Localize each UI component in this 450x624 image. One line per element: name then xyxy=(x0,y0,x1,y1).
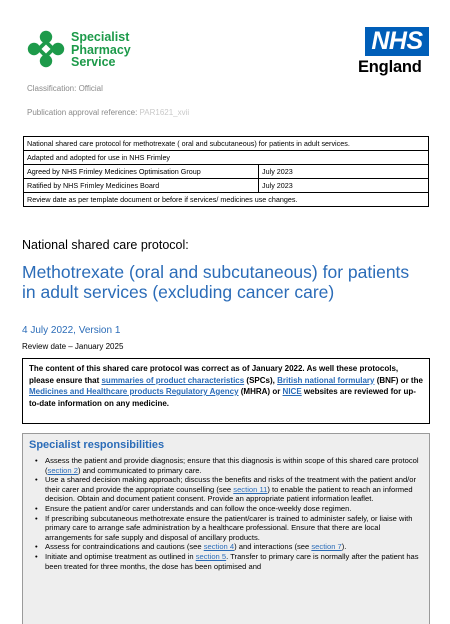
page-title: Methotrexate (oral and subcutaneous) for patients in adult services (excluding cancer care) xyxy=(22,262,410,302)
list-item xyxy=(45,552,423,571)
sps-logo-text xyxy=(71,31,131,69)
section-5-link[interactable]: section 5 xyxy=(195,551,227,561)
list-item xyxy=(45,504,423,514)
table-row xyxy=(24,165,429,179)
item-text: Ensure the patient and/or carer understands and can follow the once-weekly dose regimen. xyxy=(45,503,352,513)
section-7-link[interactable]: section 7 xyxy=(311,542,342,552)
adoption-info-table xyxy=(23,136,429,207)
list-item xyxy=(45,514,423,543)
table-cell: Review date as per template document or before if services/ medicines use changes. xyxy=(24,193,429,207)
sps-logo-icon xyxy=(27,30,65,68)
item-text: . Transfer to primary care is normally after the patient has been treated for three months, the dose has been optimised and xyxy=(45,551,419,571)
table-cell: Ratified by NHS Frimley Medicines Board xyxy=(24,179,259,193)
section-2-link[interactable]: section 2 xyxy=(47,465,78,475)
table-row xyxy=(24,179,429,193)
item-text: Use a shared decision making approach; discuss the benefits and risks of the treatment with the patient and/or their carer and provide the appropriate counselling (see xyxy=(45,475,417,494)
document-type: National shared care protocol: xyxy=(22,238,189,252)
approval-ref: PAR1621_xvii xyxy=(139,108,190,117)
bnf-link[interactable]: British national formulary xyxy=(277,375,375,385)
content-notice-box xyxy=(22,358,430,424)
table-cell: Adapted and adopted for use in NHS Frimley xyxy=(24,151,429,165)
item-text: Assess the patient and provide diagnosis; ensure that this diagnosis is within scope of this shared care protocol ( xyxy=(45,456,419,475)
sps-line-1: Specialist xyxy=(71,30,130,44)
date-version: 4 July 2022, Version 1 xyxy=(22,325,121,336)
item-text: Initiate and optimise treatment as outlined in xyxy=(45,551,196,561)
list-item xyxy=(45,456,423,475)
nice-link[interactable]: NICE xyxy=(282,387,302,396)
table-cell: July 2023 xyxy=(259,179,429,193)
sps-line-2: Pharmacy xyxy=(71,42,131,57)
item-text: ). xyxy=(341,542,347,552)
specialist-responsibilities-section xyxy=(22,433,430,624)
table-cell: July 2023 xyxy=(259,165,429,179)
item-text: ) and interactions (see xyxy=(234,542,312,552)
spc-link[interactable]: summaries of product characteristics xyxy=(101,375,245,385)
notice-text: The content of this shared care protocol was correct as of January 2022. As well these protocols, please ensure that xyxy=(29,364,399,385)
table-row xyxy=(24,137,429,151)
mhra-link[interactable]: Medicines and Healthcare products Regulatory Agency xyxy=(29,387,239,396)
classification-text: Classification: Official xyxy=(27,84,103,93)
section-11-link[interactable]: section 11 xyxy=(233,484,268,494)
notice-text: (BNF) or the xyxy=(374,375,423,385)
table-row xyxy=(24,151,429,165)
item-text: ) and communicated to primary care. xyxy=(77,465,202,475)
nhs-england-logo xyxy=(358,27,430,76)
item-text: Assess for contraindications and cautions (see xyxy=(45,542,204,552)
responsibilities-list xyxy=(29,456,423,571)
approval-label: Publication approval reference: xyxy=(27,108,140,117)
table-cell: National shared care protocol for methotrexate ( oral and subcutaneous) for patients in adult services. xyxy=(24,137,429,151)
sps-line-3: Service xyxy=(71,55,116,69)
notice-text: websites are reviewed for up-to-date information on any medicine. xyxy=(29,387,416,408)
table-cell: Agreed by NHS Frimley Medicines Optimisation Group xyxy=(24,165,259,179)
sps-logo xyxy=(27,30,147,70)
item-text: ) to enable the patient to reach an informed decision. Obtain and document patient consent. Provide an appropriate patient information leaflet. xyxy=(45,484,413,504)
notice-text: (MHRA) or xyxy=(238,387,283,396)
review-date: Review date – January 2025 xyxy=(22,342,124,351)
section-4-link[interactable]: section 4 xyxy=(203,542,235,552)
table-row xyxy=(24,193,429,207)
nhs-badge: NHS xyxy=(365,27,429,56)
list-item xyxy=(45,475,423,504)
nhs-region: England xyxy=(358,58,422,76)
list-item xyxy=(45,542,423,552)
section-heading: Specialist responsibilities xyxy=(29,439,165,451)
item-text: If prescribing subcutaneous methotrexate ensure the patient/carer is trained to administer safely, or liaise with primary care to arrange safe administration by a healthcare professional. Ensure that there are local arrangements for safe supply and disposal of ancillary products. xyxy=(45,513,413,542)
notice-text: (SPCs), xyxy=(244,375,278,385)
approval-reference xyxy=(27,108,189,117)
